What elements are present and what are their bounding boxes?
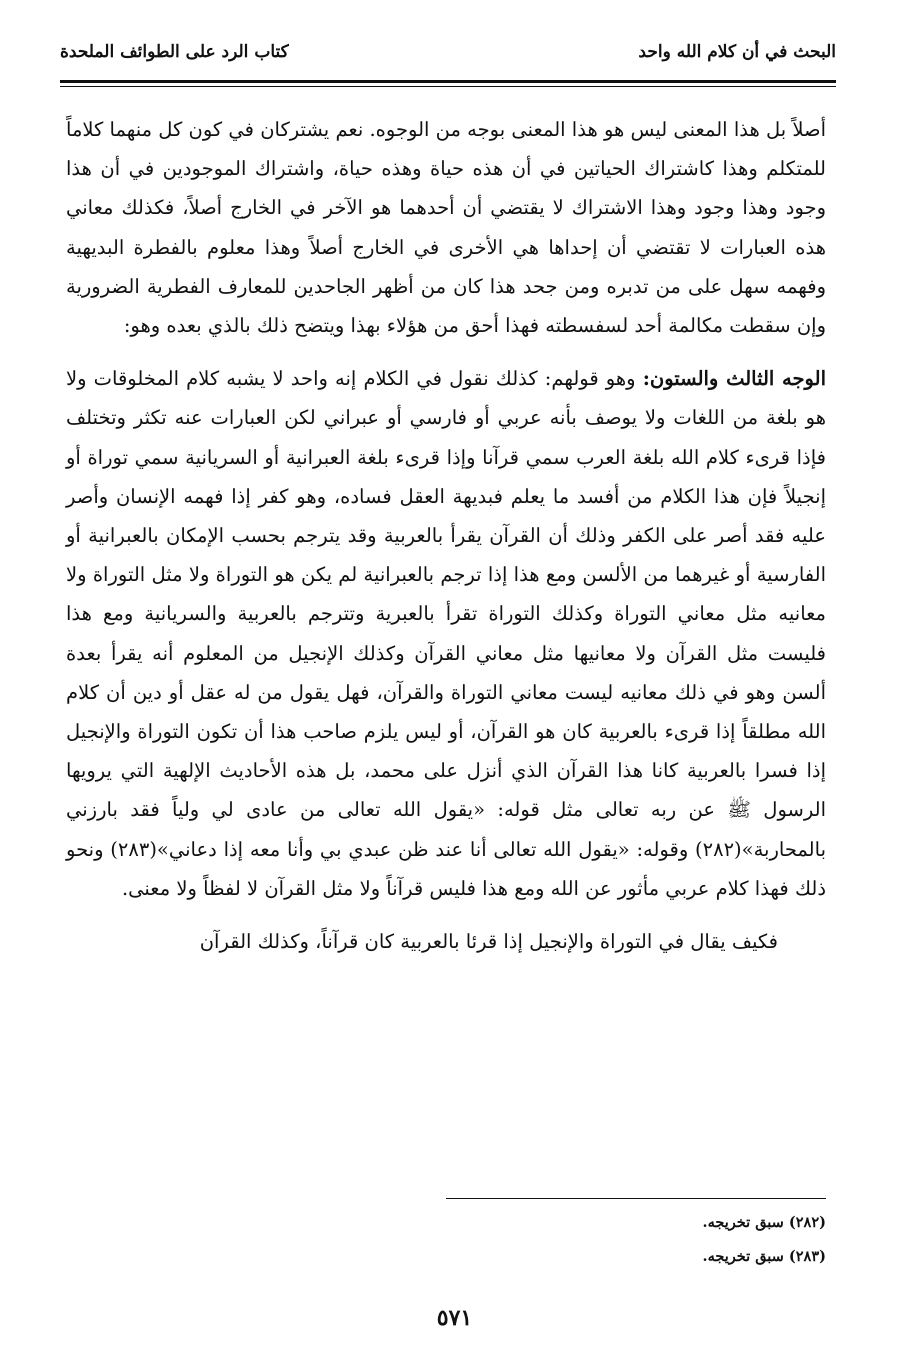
page-number: ٥٧١ [436,1305,473,1331]
running-header [60,38,836,78]
footnotes [326,1206,826,1274]
chapter-title: البحث في أن كلام الله واحد [638,42,836,62]
footnote-283: (٢٨٣) سبق تخريجه. [702,1248,826,1265]
header-rule-thin [60,86,836,87]
section-heading: الوجه الثالث والستون: [642,367,826,391]
paragraph-3: فكيف يقال في التوراة والإنجيل إذا قرئا بالعربية كان قرآناً، وكذلك القرآن [199,930,778,954]
paragraph-2 [66,359,826,908]
header-rule-thick [60,80,836,83]
paragraph-2-body: وهو قولهم: كذلك نقول في الكلام إنه واحد لا يشبه كلام المخلوقات ولا هو بلغة من اللغات ولا يوصف بأنه عربي أو فارسي أو عبراني لكن العبارات عنه تكثر وتختلف فإذا قرىء كلام الله بلغة العرب سمي قرآنا وإذا قرىء بلغة العبرانية أو السريانية سمي توراة أو إنجيلاً فإن هذا الكلام من أفسد ما يعلم فبديهة العقل فساده، وهو كفر إذا فهمه الإنسان وأصر عليه فقد أصر على الكفر وذلك أن القرآن يقرأ بالعربية وقد يترجم بحسب الإمكان بالعبرانية أو الفارسية أو غيرهما من الألسن ومع هذا إذا ترجم بالعبرانية لم يكن هو التوراة ولا مثل التوراة ولا معانيه مثل معاني التوراة وكذلك التوراة تقرأ بالعبرية وتترجم بالعربية والسريانية ومع هذا فليست مثل القرآن ولا معانيها مثل معاني القرآن وكذلك الإنجيل من المعلوم أنه يقرأ بعدة ألسن وهو في ذلك معانيه ليست معاني التوراة والقرآن، فهل يقول من له عقل أو دين أن كلام الله مطلقاً إذا قرىء بالعربية كان هو القرآن، أو ليس يلزم صاحب هذا أن تكون التوراة والإنجيل إذا فسرا بالعربية كانا هذا القرآن الذي أنزل على محمد، بل هذه الأحاديث الإلهية التي يرويها الرسول ﷺ عن ربه تعالى مثل قوله: «يقول الله تعالى من عادى لي ولياً فقد بارزني بالمحاربة»(٢٨٢) وقوله: «يقول الله تعالى أنا عند ظن عبدي بي وأنا معه إذا دعاني»(٢٨٣) ونحو ذلك فهذا كلام عربي مأثور عن الله ومع هذا فليس قرآناً ولا مثل القرآن لا لفظاً ولا معنى. [66,367,826,900]
main-text [66,110,826,961]
paragraph-1: أصلاً بل هذا المعنى ليس هو هذا المعنى بوجه من الوجوه. نعم يشتركان في كون كل منهما كلاماً للمتكلم وهذا كاشتراك الحياتين في أن هذه حياة وهذه حياة، واشتراك الموجودين في أن هذا وجود وهذا وجود وهذا الاشتراك لا يقتضي أن أحدهما هو الآخر في الخارج أصلاً، فكذلك معاني هذه العبارات لا تقتضي أن إحداها هي الأخرى في الخارج أصلاً وهذا معلوم بالفطرة البديهية وفهمه سهل على من تدبره ومن جحد هذا كان من أظهر الجاحدين للمعارف الفطرية الضرورية وإن سقطت مكالمة أحد لسفسطته فهذا أحق من هؤلاء بهذا ويتضح ذلك بالذي بعده وهو: [66,118,826,338]
footnote-rule [446,1198,826,1199]
book-title: كتاب الرد على الطوائف الملحدة [60,42,289,62]
footnote-282: (٢٨٢) سبق تخريجه. [702,1214,826,1231]
